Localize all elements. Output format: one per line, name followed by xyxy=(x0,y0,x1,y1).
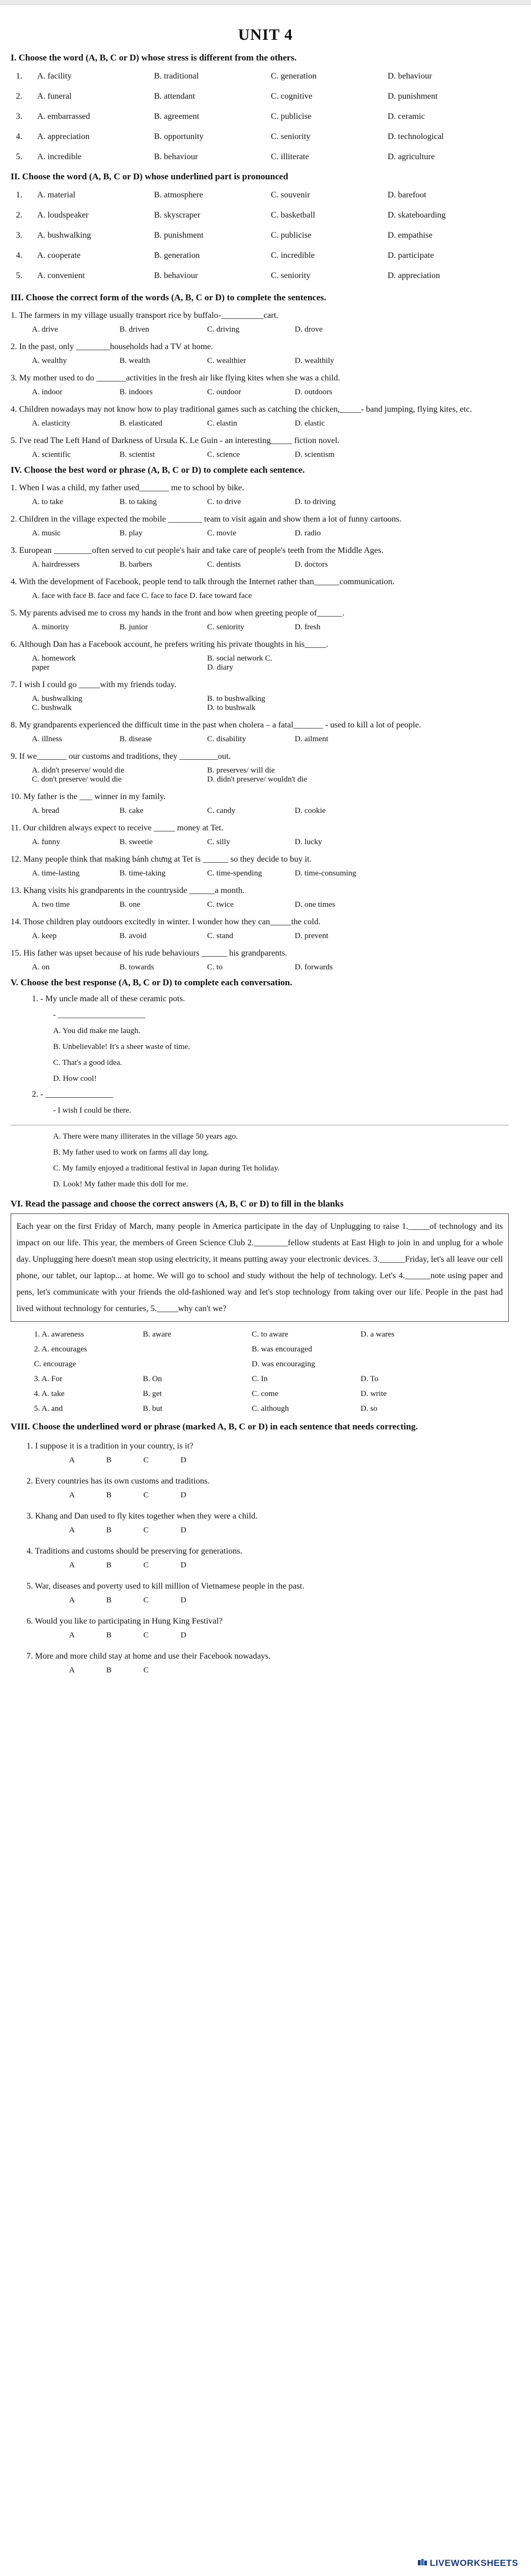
section-3-options xyxy=(32,325,509,334)
answer-option[interactable]: C. seniority xyxy=(271,132,311,141)
answer-option[interactable]: B. get xyxy=(143,1389,162,1398)
section-3-question: 2. In the past, only ________households had a TV at home. xyxy=(11,342,213,351)
section-4-question: 8. My grandparents experienced the difficult time in the past when cholera – a fatal_______ - used to kill a lot of people. xyxy=(11,721,421,730)
answer-option[interactable]: D. technological xyxy=(388,132,444,141)
letter-marker[interactable]: A xyxy=(69,1595,75,1604)
section-5-heading: V. Choose the best response (A, B, C or D) to complete each conversation. xyxy=(11,977,293,987)
answer-option[interactable]: A. music xyxy=(32,529,61,537)
letter-marker[interactable]: A xyxy=(69,1666,75,1675)
answer-option[interactable]: C. to xyxy=(207,963,223,972)
section-1-row xyxy=(11,147,509,167)
answer-option[interactable]: C. publicise xyxy=(271,231,312,240)
answer-option[interactable]: A. funeral xyxy=(37,92,72,101)
section-4-questions xyxy=(11,481,509,972)
section-8-heading: VIII. Choose the underlined word or phrase (marked A, B, C or D) in each sentence that needs correcting. xyxy=(11,1421,418,1432)
top-scrollbar xyxy=(0,0,531,5)
answer-option[interactable]: C. disability xyxy=(207,735,246,743)
answer-option[interactable]: A. to take xyxy=(32,498,63,506)
answer-option[interactable]: C. although xyxy=(252,1404,289,1413)
section-1-rows xyxy=(11,66,509,167)
answer-option[interactable]: B. wealth xyxy=(119,357,150,365)
section-3-options xyxy=(32,388,509,397)
answer-option[interactable]: 2. A. encourages xyxy=(34,1345,87,1354)
section-2-rows xyxy=(11,185,509,286)
section-4-options xyxy=(32,623,509,632)
worksheet-content xyxy=(0,53,531,1677)
answer-option[interactable]: C. encourage xyxy=(34,1359,76,1368)
conversation-1-blank[interactable]: - ______________________ xyxy=(53,1011,145,1019)
conversation-2-options xyxy=(11,1129,509,1192)
conversation-2-reply: - I wish I could be there. xyxy=(53,1106,132,1115)
question-number: 4. xyxy=(16,251,22,260)
section-3-options xyxy=(32,419,509,428)
error-letters xyxy=(69,1663,509,1677)
answer-option[interactable]: A. didn't preserve/ would die xyxy=(32,766,124,775)
passage-answer-row xyxy=(34,1342,509,1357)
answer-option[interactable]: C. elastin xyxy=(207,419,237,428)
answer-option[interactable]: D. cookie xyxy=(295,806,326,815)
error-sentence: 6. Would you like to participating in Hung King Festival? xyxy=(27,1617,223,1626)
section-4-options xyxy=(32,498,509,507)
letter-marker[interactable]: C xyxy=(143,1630,149,1640)
letter-marker[interactable]: A xyxy=(69,1525,75,1534)
answer-option[interactable]: D. participate xyxy=(388,251,434,260)
response-option[interactable]: D. Look! My father made this doll for me. xyxy=(53,1180,189,1189)
answer-option[interactable]: C. incredible xyxy=(271,251,315,260)
answer-option[interactable]: C. twice xyxy=(207,900,234,909)
error-letters xyxy=(69,1488,509,1502)
conversation-2[interactable]: 2. - ________________ xyxy=(32,1090,114,1099)
section-1-row xyxy=(11,127,509,147)
question-number: 1. xyxy=(16,72,22,81)
answer-option[interactable]: B. but xyxy=(143,1404,162,1413)
section-4-options xyxy=(32,766,509,784)
section-4-question: 5. My parents advised me to cross my hands in the front and bow when greeting people of______. xyxy=(11,609,345,618)
answer-option[interactable]: D. agriculture xyxy=(388,152,435,161)
section-2-row xyxy=(11,266,509,286)
section-4-question: 7. I wish I could go _____with my friends today. xyxy=(11,680,177,689)
question-number: 2. xyxy=(16,92,22,101)
answer-option[interactable]: D. ailment xyxy=(295,735,329,743)
unit-title: UNIT 4 xyxy=(238,26,293,44)
question-number: 4. xyxy=(16,132,22,141)
answer-option[interactable]: A. keep xyxy=(32,932,57,940)
passage-answer-row xyxy=(34,1401,509,1416)
letter-marker[interactable]: B xyxy=(106,1490,112,1499)
answer-option[interactable]: D. behaviour xyxy=(388,72,432,81)
conversation-1: 1. - My uncle made all of these ceramic pots. xyxy=(32,994,185,1003)
answer-option[interactable]: paper xyxy=(32,663,50,672)
answer-option[interactable]: A. indoor xyxy=(32,388,63,396)
section-6-heading: VI. Read the passage and choose the correct answers (A, B, C or D) to fill in the blanks xyxy=(11,1199,344,1209)
answer-option[interactable]: D. forwards xyxy=(295,963,333,972)
section-4-options xyxy=(32,560,509,569)
reading-passage: Each year on the first Friday of March, many people in America participate in the day of Unplugging to raise 1._____of technology and its impact on our life. This year, the members of Green Science Club 2.________fellow students at East High to join in and unplug for a whole day. Unplugging here doesn't mean stop using electricity, it means putting away your electronic devices. 3.______Friday, let's all leave our cell phone, our tablet, our laptop... at home. We will go to school and study without the help of technology. Let's 4.______note using paper and pens, let's communicate with your friends the old-fashioned way and let's stop technology from taking over our life. People in the past had lived without technology for centuries, 5._____why can't we? xyxy=(11,1213,509,1322)
section-2-heading: II. Choose the word (A, B, C or D) whose underlined part is pronounced xyxy=(11,171,288,181)
answer-option[interactable]: C. seniority xyxy=(271,271,311,280)
section-4-question: 10. My father is the ___ winner in my family. xyxy=(11,792,166,801)
answer-option[interactable]: D. empathise xyxy=(388,231,433,240)
answer-option[interactable]: A. bushwalking xyxy=(32,695,82,703)
section-3-question: 3. My mother used to do _______activities in the fresh air like flying kites when she was a child. xyxy=(11,374,340,383)
answer-option[interactable]: B. skyscraper xyxy=(154,211,201,220)
section-4-options xyxy=(32,695,509,713)
answer-option[interactable]: B. preserves/ will die xyxy=(207,766,275,775)
answer-option[interactable]: A. hairdressers xyxy=(32,560,80,569)
answer-option[interactable]: A. bushwalking xyxy=(37,231,91,240)
answer-option[interactable]: B. indoors xyxy=(119,388,153,396)
answer-option[interactable]: C. bushwalk xyxy=(32,704,72,712)
letter-marker[interactable]: A xyxy=(69,1560,75,1569)
response-option[interactable]: A. You did make me laugh. xyxy=(53,1027,141,1035)
answer-option[interactable]: C. science xyxy=(207,450,240,459)
question-number: 2. xyxy=(16,211,22,220)
section-4-options xyxy=(32,963,509,972)
answer-option[interactable]: D. to bushwalk xyxy=(207,704,256,712)
answer-option[interactable]: B. atmosphere xyxy=(154,190,203,200)
answer-option[interactable]: 3. A. For xyxy=(34,1374,63,1383)
section-3-question: 4. Children nowadays may not know how to play traditional games such as catching the chicken,_____- band jumping, flying kites, etc. xyxy=(11,405,472,414)
error-sentence: 5. War, diseases and poverty used to kill million of Vietnamese people in the past. xyxy=(27,1582,305,1591)
passage-answer-row xyxy=(34,1372,509,1386)
letter-marker[interactable]: C xyxy=(143,1560,149,1569)
section-4-question: 1. When I was a child, my father used_______ me to school by bike. xyxy=(11,483,244,492)
answer-option[interactable]: A. wealthy xyxy=(32,357,67,365)
answer-option[interactable]: C. publicise xyxy=(271,112,312,121)
answer-option[interactable]: A. convenient xyxy=(37,271,85,280)
answer-option[interactable]: D. write xyxy=(361,1389,387,1398)
section-4-options xyxy=(32,900,509,909)
answer-option[interactable]: D. radio xyxy=(295,529,321,537)
answer-option[interactable]: B. attendant xyxy=(154,92,195,101)
answer-option[interactable]: D. fresh xyxy=(295,623,321,631)
answer-option[interactable]: B. traditional xyxy=(154,72,199,81)
answer-option[interactable]: C. outdoor xyxy=(207,388,242,396)
answer-option[interactable]: A. scientific xyxy=(32,450,71,459)
question-number: 3. xyxy=(16,231,22,240)
answer-option[interactable]: D. skateboarding xyxy=(388,211,446,220)
answer-option[interactable]: B. disease xyxy=(119,735,152,743)
error-sentence: 4. Traditions and customs should be preserving for generations. xyxy=(27,1547,243,1556)
answer-option[interactable]: A. cooperate xyxy=(37,251,81,260)
letter-marker[interactable]: B xyxy=(106,1630,112,1640)
passage-answer-row xyxy=(34,1327,509,1342)
answer-option[interactable]: D. elastic xyxy=(295,419,325,428)
error-letters xyxy=(69,1558,509,1572)
answer-option[interactable]: B. behaviour xyxy=(154,271,198,280)
error-sentence: 1. I suppose it is a tradition in your country, is it? xyxy=(27,1442,194,1451)
answer-option[interactable]: C. driving xyxy=(207,325,239,334)
section-2-row xyxy=(11,246,509,266)
letter-marker[interactable]: D xyxy=(181,1630,186,1640)
answer-option[interactable]: C. to drive xyxy=(207,498,241,506)
letter-marker[interactable]: D xyxy=(181,1595,186,1604)
answer-option[interactable]: D. barefoot xyxy=(388,190,426,200)
section-4-question: 15. His father was upset because of his rude behaviours ______ his grandparents. xyxy=(11,949,287,958)
letter-marker[interactable]: B xyxy=(106,1455,112,1464)
conversation-1-options xyxy=(11,1023,509,1087)
section-3-questions xyxy=(11,308,509,459)
section-4-options xyxy=(32,869,509,878)
answer-option[interactable]: C. come xyxy=(252,1389,278,1398)
answer-option[interactable]: A. minority xyxy=(32,623,69,631)
answer-option[interactable]: 4. A. take xyxy=(34,1389,65,1398)
response-option[interactable]: D. How cool! xyxy=(53,1074,97,1083)
letter-marker[interactable]: A xyxy=(69,1490,75,1499)
answer-option[interactable]: A. appreciation xyxy=(37,132,90,141)
answer-option[interactable]: D. outdoors xyxy=(295,388,332,396)
answer-option[interactable]: B. agreement xyxy=(154,112,200,121)
answer-option[interactable]: B. generation xyxy=(154,251,200,260)
error-sentence: 2. Every countries has its own customs and traditions. xyxy=(27,1477,210,1486)
letter-marker[interactable]: C xyxy=(143,1595,149,1604)
section-4-options xyxy=(32,735,509,744)
answer-option[interactable]: B. avoid xyxy=(119,932,147,940)
answer-option[interactable]: 5. A. and xyxy=(34,1404,63,1413)
answer-option[interactable]: D. so xyxy=(361,1404,378,1413)
logo-icon xyxy=(418,2559,427,2566)
answer-option[interactable]: B. On xyxy=(143,1374,162,1383)
section-3-question: 1. The farmers in my village usually transport rice by buffalo-__________cart. xyxy=(11,311,279,320)
answer-option[interactable]: D. a wares xyxy=(361,1330,395,1339)
section-2-row xyxy=(11,205,509,225)
question-number: 5. xyxy=(16,152,22,161)
liveworksheets-logo[interactable] xyxy=(418,2558,518,2569)
answer-option[interactable]: C. basketball xyxy=(271,211,315,220)
answer-option[interactable]: C. stand xyxy=(207,932,234,940)
error-letters xyxy=(69,1593,509,1607)
response-option[interactable]: C. That's a good idea. xyxy=(53,1059,122,1067)
answer-option[interactable]: D. To xyxy=(361,1374,379,1383)
answer-option[interactable]: B. one xyxy=(119,900,141,909)
answer-option[interactable]: A. facility xyxy=(37,72,72,81)
letter-marker[interactable]: D xyxy=(181,1455,186,1464)
answer-option[interactable]: B. sweetie xyxy=(119,838,153,846)
section-4-question: 3. European _________often served to cut people's hair and take care of people's teeth from the Middle Ages. xyxy=(11,546,383,555)
section-1-row xyxy=(11,107,509,127)
answer-option[interactable]: B. cake xyxy=(119,806,143,815)
question-number: 3. xyxy=(16,112,22,121)
question-number: 5. xyxy=(16,271,22,280)
answer-option[interactable]: D. ceramic xyxy=(388,112,425,121)
section-4-options xyxy=(32,806,509,816)
letter-marker[interactable]: C xyxy=(143,1666,149,1675)
error-letters xyxy=(69,1453,509,1467)
section-4-question: 6. Although Dan has a Facebook account, he prefers writing his private thoughts in his_____. xyxy=(11,640,328,649)
letter-marker[interactable]: A xyxy=(69,1630,75,1640)
letter-marker[interactable]: C xyxy=(143,1525,149,1534)
section-3-options xyxy=(32,450,509,459)
passage-answer-row xyxy=(34,1386,509,1401)
section-1-heading: I. Choose the word (A, B, C or D) whose stress is different from the others. xyxy=(11,53,297,63)
answer-option[interactable]: B. opportunity xyxy=(154,132,204,141)
question-number: 1. xyxy=(16,190,22,200)
answer-option[interactable]: D. appreciation xyxy=(388,271,440,280)
letter-marker[interactable]: D xyxy=(181,1490,186,1499)
answer-option[interactable]: A. illness xyxy=(32,735,62,743)
section-4-question: 11. Our children always expect to receive _____ money at Tet. xyxy=(11,823,224,832)
answer-option[interactable]: D. wealthily xyxy=(295,357,335,365)
section-2-row xyxy=(11,185,509,205)
answer-option[interactable]: B. aware xyxy=(143,1330,172,1339)
answer-option[interactable]: C. wealthier xyxy=(207,357,246,365)
answer-option[interactable]: B. elasticated xyxy=(119,419,162,428)
section-1-row xyxy=(11,86,509,107)
answer-option[interactable]: D. doctors xyxy=(295,560,328,569)
section-4-options xyxy=(32,932,509,941)
answer-option[interactable]: B. junior xyxy=(119,623,148,631)
answer-option[interactable]: A. embarrassed xyxy=(37,112,90,121)
section-4-options xyxy=(32,592,509,601)
section-3-options xyxy=(32,357,509,366)
section-4-options xyxy=(32,529,509,538)
answer-option[interactable]: B. play xyxy=(119,529,143,537)
error-letters xyxy=(69,1523,509,1537)
section-6-answers xyxy=(11,1327,509,1416)
answer-option[interactable]: B. social network C. xyxy=(207,654,272,663)
answer-option[interactable]: A. face with face B. face and face C. face to face D. face toward face xyxy=(32,592,252,600)
letter-marker[interactable]: B xyxy=(106,1525,112,1534)
answer-option[interactable]: C. In xyxy=(252,1374,268,1383)
answer-option[interactable]: B. barbers xyxy=(119,560,152,569)
answer-option[interactable]: A. on xyxy=(32,963,50,972)
answer-option[interactable]: C. time-spending xyxy=(207,869,262,878)
letter-marker[interactable]: D xyxy=(181,1560,186,1569)
error-sentence: 3. Khang and Dan used to fly kites together when they were a child. xyxy=(27,1512,258,1521)
answer-option[interactable]: D. didn't preserve/ wouldn't die xyxy=(207,775,307,784)
answer-option[interactable]: D. lucky xyxy=(295,838,322,846)
answer-option[interactable]: B. scientist xyxy=(119,450,155,459)
answer-option[interactable]: A. loudspeaker xyxy=(37,211,89,220)
answer-option[interactable]: A. bread xyxy=(32,806,59,815)
answer-option[interactable]: D. diary xyxy=(207,663,234,672)
response-option[interactable]: B. My father used to work on farms all day long. xyxy=(53,1148,209,1157)
letter-marker[interactable]: B xyxy=(106,1595,112,1604)
answer-option[interactable]: D. to driving xyxy=(295,498,336,506)
answer-option[interactable]: D. punishment xyxy=(388,92,438,101)
section-4-heading: IV. Choose the best word or phrase (A, B, C or D) to complete each sentence. xyxy=(11,465,305,475)
answer-option[interactable]: C. souvenir xyxy=(271,190,310,200)
error-letters xyxy=(69,1628,509,1642)
section-4-options xyxy=(32,654,509,672)
answer-option[interactable]: B. towards xyxy=(119,963,154,972)
section-4-question: 4. With the development of Facebook, people tend to talk through the Internet rather than______communication. xyxy=(11,577,395,586)
answer-option[interactable]: A. homework xyxy=(32,654,76,663)
answer-option[interactable]: D. drove xyxy=(295,325,323,334)
answer-option[interactable]: B. behaviour xyxy=(154,152,198,161)
letter-marker[interactable]: D xyxy=(181,1525,186,1534)
answer-option[interactable]: C. candy xyxy=(207,806,236,815)
answer-option[interactable]: C. don't preserve/ would die xyxy=(32,775,122,784)
answer-option[interactable]: C. illiterate xyxy=(271,152,309,161)
answer-option[interactable]: C. movie xyxy=(207,529,236,537)
answer-option[interactable]: D. one times xyxy=(295,900,336,909)
answer-option[interactable]: C. generation xyxy=(271,72,317,81)
section-4-question: 9. If we_______ our customs and traditions, they _________out. xyxy=(11,752,231,761)
answer-option[interactable]: A. incredible xyxy=(37,152,82,161)
error-sentence: 7. More and more child stay at home and use their Facebook nowadays. xyxy=(27,1652,271,1661)
logo-text: LIVEWORKSHEETS xyxy=(430,2558,518,2568)
answer-option[interactable]: D. was encouraging xyxy=(252,1359,315,1368)
section-1-row xyxy=(11,66,509,86)
section-4-question: 14. Those children play outdoors excitedly in winter. I wonder how they can_____the cold. xyxy=(11,917,321,926)
answer-option[interactable]: D. time-consuming xyxy=(295,869,356,878)
section-8-questions xyxy=(11,1439,509,1677)
section-4-question: 13. Khang visits his grandparents in the countryside ______a month. xyxy=(11,886,245,895)
answer-option[interactable]: C. to aware xyxy=(252,1330,288,1339)
answer-option[interactable]: A. time-lasting xyxy=(32,869,80,878)
answer-option[interactable]: C. cognitive xyxy=(271,92,313,101)
answer-option[interactable]: D. scientism xyxy=(295,450,335,459)
letter-marker[interactable]: A xyxy=(69,1455,75,1464)
answer-option[interactable]: A. material xyxy=(37,190,75,200)
answer-option[interactable]: B. to taking xyxy=(119,498,157,506)
response-option[interactable]: A. There were many illiterates in the village 50 years ago. xyxy=(53,1132,238,1141)
answer-option[interactable]: B. driven xyxy=(119,325,149,334)
section-4-options xyxy=(32,838,509,847)
answer-option[interactable]: C. seniority xyxy=(207,623,244,631)
section-4-question: 12. Many people think that making bánh chưng at Tet is ______ so they decide to buy it. xyxy=(11,855,312,864)
letter-marker[interactable]: C xyxy=(143,1490,149,1499)
letter-marker[interactable]: B xyxy=(106,1666,112,1675)
answer-option[interactable]: A. drive xyxy=(32,325,58,334)
answer-option[interactable]: A. two time xyxy=(32,900,70,909)
letter-marker[interactable]: C xyxy=(143,1455,149,1464)
response-option[interactable]: B. Unbelievable! It's a sheer waste of time. xyxy=(53,1043,191,1051)
answer-option[interactable]: D. prevent xyxy=(295,932,329,940)
letter-marker[interactable]: B xyxy=(106,1560,112,1569)
answer-option[interactable]: A. elasticity xyxy=(32,419,71,428)
answer-option[interactable]: B. time-taking xyxy=(119,869,166,878)
answer-option[interactable]: 1. A. awareness xyxy=(34,1330,84,1339)
answer-option[interactable]: B. punishment xyxy=(154,231,204,240)
answer-option[interactable]: B. was encouraged xyxy=(252,1345,312,1354)
section-2-row xyxy=(11,225,509,246)
answer-option[interactable]: C. dentists xyxy=(207,560,241,569)
passage-answer-row xyxy=(34,1357,509,1372)
section-3-question: 5. I've read The Left Hand of Darkness of Ursula K. Le Guin - an interesting_____ fiction novel. xyxy=(11,436,340,445)
answer-option[interactable]: B. to bushwalking xyxy=(207,695,266,703)
section-3-heading: III. Choose the correct form of the words (A, B, C or D) to complete the sentences. xyxy=(11,292,327,302)
response-option[interactable]: C. My family enjoyed a traditional festival in Japan during Tet holiday. xyxy=(53,1164,280,1173)
answer-option[interactable]: A. funny xyxy=(32,838,61,846)
answer-option[interactable]: C. silly xyxy=(207,838,230,846)
section-4-question: 2. Children in the village expected the mobile ________ team to visit again and show them a lot of funny cartoons. xyxy=(11,515,401,524)
